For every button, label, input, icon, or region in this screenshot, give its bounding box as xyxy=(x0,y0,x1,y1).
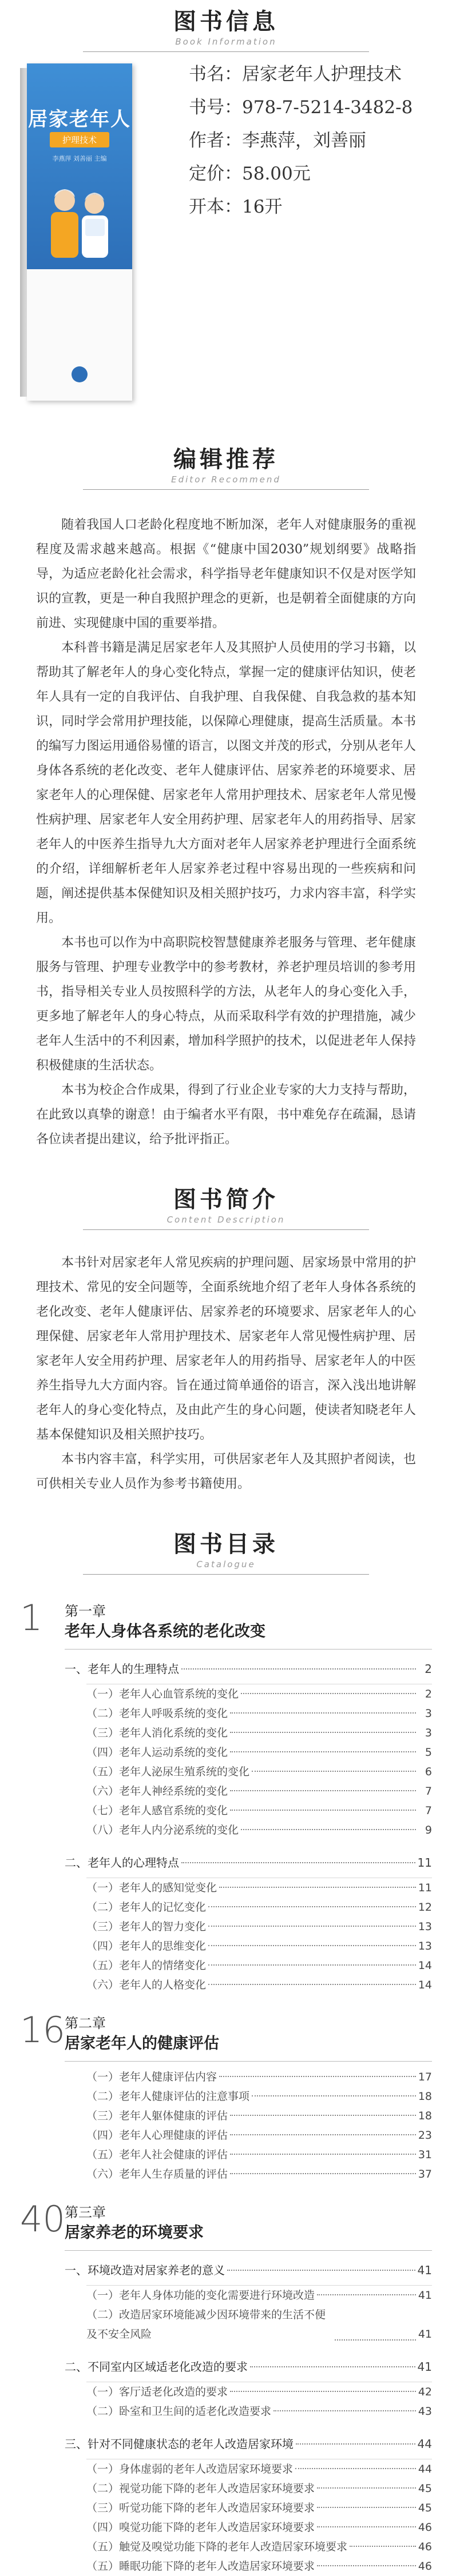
section-subtitle: Catalogue xyxy=(196,1559,256,1569)
page-number: 7 xyxy=(425,1804,432,1817)
leader-dots xyxy=(230,2154,416,2155)
toc-item-title: （一）身体虚弱的老年人改造居家环境要求 xyxy=(86,2463,294,2475)
cover-face xyxy=(27,63,132,401)
meta-label: 开本： xyxy=(189,197,242,217)
leader-dots xyxy=(208,1906,416,1907)
chapter-label: 第一章 xyxy=(65,1603,106,1619)
chapter xyxy=(20,2009,432,2184)
toc-item-title: （三）老年人消化系统的变化 xyxy=(86,1727,228,1739)
leader-dots xyxy=(241,1693,416,1694)
page-number: 42 xyxy=(418,2386,432,2398)
meta-value: 978-7-5214-3482-8 xyxy=(242,97,413,118)
toc-item[interactable] xyxy=(65,2067,432,2087)
leader-dots xyxy=(230,1810,416,1811)
section-title: 图书信息 xyxy=(173,9,279,35)
toc-item-title: （四）老年人运动系统的变化 xyxy=(86,1746,228,1759)
page-number: 41 xyxy=(417,2263,432,2277)
book-cover xyxy=(20,63,132,401)
toc-item[interactable] xyxy=(65,1801,432,1820)
section-subtitle: Book Information xyxy=(175,37,277,47)
leader-dots xyxy=(317,2526,416,2527)
chapter-start-page: 1 xyxy=(20,1597,43,1639)
toc-item[interactable] xyxy=(65,1878,432,1898)
toc-item[interactable] xyxy=(65,2382,432,2402)
page-number: 31 xyxy=(418,2148,432,2161)
toc-item-title: （二）老年人呼吸系统的变化 xyxy=(86,1707,228,1720)
toc-item[interactable] xyxy=(65,1936,432,1956)
chapter-heading xyxy=(65,1600,432,1643)
toc-item-title: （五）老年人的情绪变化 xyxy=(86,1959,207,1972)
meta-value: 李燕萍，刘善丽 xyxy=(242,130,366,151)
leader-dots xyxy=(317,2294,416,2295)
page-number: 11 xyxy=(418,1882,432,1894)
toc-item-title: （一）老年人的感知觉变化 xyxy=(86,1882,217,1894)
chapter-start-page: 16 xyxy=(20,2009,65,2051)
catalogue-header xyxy=(0,1531,452,1575)
content-header xyxy=(0,1186,452,1230)
leader-dots xyxy=(230,2134,416,2135)
toc-item-title: （三）听觉功能下降的老年人改造居家环境要求 xyxy=(86,2502,315,2514)
toc-item-title: （二）老年人健康评估的注意事项 xyxy=(86,2090,250,2103)
page-number: 44 xyxy=(417,2437,432,2451)
content-text xyxy=(36,1251,416,1496)
publisher-logo-icon xyxy=(72,366,88,382)
toc-item-title: （二）视觉功能下降的老年人改造居家环境要求 xyxy=(86,2482,315,2495)
toc-item-title: （五）睡眠功能下降的老年人改造居家环境要求 xyxy=(86,2560,315,2573)
page-number: 43 xyxy=(418,2405,432,2418)
cover-top xyxy=(27,63,132,269)
toc-section-title: 二、老年人的心理特点 xyxy=(65,1856,179,1870)
toc-item[interactable] xyxy=(65,2145,432,2164)
toc-section[interactable] xyxy=(65,2260,432,2281)
page-number: 5 xyxy=(425,1746,432,1759)
toc-section[interactable] xyxy=(65,2434,432,2454)
toc-item-title: （一）老年人心血管系统的变化 xyxy=(86,1688,239,1700)
toc-item-title: （六）老年人生存质量的评估 xyxy=(86,2168,228,2180)
toc-list xyxy=(65,2260,432,2576)
leader-dots xyxy=(252,2095,416,2096)
chapter-heading xyxy=(65,2012,432,2055)
toc-item[interactable] xyxy=(65,1684,432,1704)
toc-item[interactable] xyxy=(65,2126,432,2145)
paragraph: 本书也可以作为中高职院校智慧健康养老服务与管理、老年健康服务与管理、护理专业教学中的参考教材，养老护理员培训的参考用书，指导相关专业人员按照科学的方法，从老年人的身心变化入手，更多地了解老年人的身心特点，从而采取科学有效的护理措施，减少老年人生活中的不利因素，增加科学照护的技术，以促进老年人保持积极健康的生活状态。 xyxy=(36,936,416,1073)
page-number: 44 xyxy=(418,2463,432,2475)
paragraph: 随着我国人口老龄化程度地不断加深，老年人对健康服务的重视程度及需求越来越高。根据《“健康中国2030”规划纲要》战略指导，为适应老龄化社会需求，科学指导老年健康知识不仅是对医学知识的宣教，更是一种自我照护理念的更新，也是朝着全面健康的方向前进、实现健康中国的重要举措。 xyxy=(36,518,416,630)
page-number: 3 xyxy=(425,1727,432,1739)
leader-dots xyxy=(296,2443,415,2445)
cover-title: 居家老年人 xyxy=(28,108,131,131)
page-number: 18 xyxy=(418,2110,432,2122)
chapter-label: 第三章 xyxy=(65,2204,106,2220)
section-title: 编辑推荐 xyxy=(173,446,279,473)
leader-dots xyxy=(181,1862,415,1863)
toc-section[interactable] xyxy=(65,1852,432,1873)
meta-label: 定价： xyxy=(189,163,242,184)
page-number: 13 xyxy=(418,1920,432,1933)
chapter-start-page: 40 xyxy=(20,2198,65,2240)
page-number: 2 xyxy=(425,1662,432,1676)
chapter-divider xyxy=(65,2250,432,2251)
leader-dots xyxy=(230,2173,416,2174)
divider xyxy=(83,1229,369,1230)
toc-item[interactable] xyxy=(65,2106,432,2126)
toc-section[interactable] xyxy=(65,1659,432,1679)
elderly-couple-illustration xyxy=(41,178,118,269)
meta-label: 书号： xyxy=(189,97,242,118)
chapter-title: 居家老年人的健康评估 xyxy=(65,2035,219,2052)
meta-value: 居家老年人护理技术 xyxy=(242,64,402,85)
meta-value: 58.00元 xyxy=(242,163,311,184)
chapter xyxy=(20,1597,432,1995)
toc-item[interactable] xyxy=(65,1723,432,1743)
toc-item[interactable] xyxy=(65,1975,432,1995)
leader-dots xyxy=(317,2507,416,2508)
leader-dots xyxy=(208,1964,416,1966)
toc-item[interactable] xyxy=(65,2557,432,2576)
chapter-divider xyxy=(65,2061,432,2062)
toc-item-title: （二）卧室和卫生间的适老化改造要求 xyxy=(86,2405,272,2418)
leader-dots xyxy=(208,1945,416,1946)
leader-dots xyxy=(295,2468,416,2469)
page-number: 7 xyxy=(425,1785,432,1798)
toc-item[interactable] xyxy=(65,1956,432,1975)
toc-item[interactable] xyxy=(65,2537,432,2557)
toc-item[interactable] xyxy=(65,1917,432,1936)
page-number: 18 xyxy=(418,2090,432,2103)
meta-value: 16开 xyxy=(242,197,283,217)
catalogue-section xyxy=(0,1531,452,2576)
page-number: 46 xyxy=(418,2521,432,2534)
page-number: 41 xyxy=(417,2360,432,2374)
cover-bottom xyxy=(27,269,132,401)
toc-section-title: 一、老年人的生理特点 xyxy=(65,1662,179,1676)
toc-item-title: （三）老年人的智力变化 xyxy=(86,1920,207,1933)
divider xyxy=(83,489,369,490)
chapter-title: 老年人身体各系统的老化改变 xyxy=(65,1623,265,1640)
leader-dots xyxy=(208,1984,416,1985)
meta-format xyxy=(189,190,413,223)
cover-authors: 李燕萍 刘善丽 主编 xyxy=(52,155,107,162)
toc-item-title: （四）嗅觉功能下降的老年人改造居家环境要求 xyxy=(86,2521,315,2534)
leader-dots xyxy=(230,1712,416,1714)
toc-item-title: （二）老年人的记忆变化 xyxy=(86,1901,207,1914)
toc-item-title: （五）老年人泌尿生殖系统的变化 xyxy=(86,1766,250,1778)
toc-item-title: （六）老年人神经系统的变化 xyxy=(86,1785,228,1798)
toc-item-title: （八）老年人内分泌系统的变化 xyxy=(86,1824,239,1836)
meta-isbn xyxy=(189,91,413,124)
divider xyxy=(83,1574,369,1575)
section-subtitle: Editor Recommend xyxy=(171,474,281,485)
toc-item-title: （三）老年人躯体健康的评估 xyxy=(86,2110,228,2122)
page-number: 46 xyxy=(418,2541,432,2553)
page-number: 14 xyxy=(418,1979,432,1991)
page-number: 17 xyxy=(418,2071,432,2083)
toc-item[interactable] xyxy=(65,2286,432,2305)
leader-dots xyxy=(208,1926,416,1927)
leader-dots xyxy=(335,2339,416,2341)
toc-item-title: （五）触觉及嗅觉功能下降的老年人改造居家环境要求 xyxy=(86,2541,348,2553)
leader-dots xyxy=(250,2366,415,2367)
book-info-section xyxy=(0,0,452,434)
leader-dots xyxy=(230,1732,416,1733)
meta-label: 作者： xyxy=(189,130,242,151)
toc-item[interactable] xyxy=(65,2479,432,2498)
leader-dots xyxy=(219,1887,416,1888)
leader-dots xyxy=(350,2546,416,2547)
meta-price xyxy=(189,157,413,190)
leader-dots xyxy=(230,2115,416,2116)
toc-list xyxy=(65,1659,432,1995)
toc-item[interactable] xyxy=(65,1762,432,1782)
paragraph: 本科普书籍是满足居家老年人及其照护人员使用的学习书籍，以帮助其了解老年人的身心变化特点，掌握一定的健康评估知识，使老年人具有一定的自我评估、自我护理、自我保健、自我急救的基本知识，同时学会常用护理技能，以保障心理健康，提高生活质量。本书的编写力图运用通俗易懂的语言，以图文并茂的形式，分别从老年人身体各系统的老化改变、老年人健康评估、居家养老的环境要求、居家老年人的心理保健、居家老年人常用护理技术、居家老年人常见慢性病护理、居家老年人安全用药护理、居家老年人的用药指导、居家老年人的中医养生指导九大方面对老年人居家养老护理进行全面系统的介绍，详细解析老年人居家养老过程中容易出现的一些疾病和问题，阐述提供基本保健知识及相关照护技巧，力求内容丰富，科学实用。 xyxy=(36,641,416,925)
page-number: 23 xyxy=(418,2129,432,2142)
page-number: 12 xyxy=(418,1901,432,1914)
chapter-label: 第二章 xyxy=(65,2015,106,2031)
toc-item-title: （六）老年人的人格变化 xyxy=(86,1979,207,1991)
page-number: 41 xyxy=(418,2289,432,2302)
toc-item-title: （二）改造居家环境能减少因环境带来的生活不便及不安全风险 xyxy=(86,2309,326,2341)
toc-item[interactable] xyxy=(65,2087,432,2106)
toc-section-title: 一、环境改造对居家养老的意义 xyxy=(65,2263,225,2277)
paragraph: 本书内容丰富，科学实用，可供居家老年人及其照护者阅读，也可供相关专业人员作为参考书籍使用。 xyxy=(36,1452,416,1491)
toc-item-title: （一）客厅适老化改造的要求 xyxy=(86,2386,228,2398)
chapter-divider xyxy=(65,1649,432,1650)
page-number: 46 xyxy=(418,2560,432,2573)
leader-dots xyxy=(230,1790,416,1791)
page-number: 45 xyxy=(418,2502,432,2514)
toc-item[interactable] xyxy=(65,2305,432,2344)
toc-item-title: （一）老年人健康评估内容 xyxy=(86,2071,217,2083)
leader-dots xyxy=(230,1751,416,1752)
book-metadata xyxy=(189,58,413,223)
toc-item[interactable] xyxy=(65,1782,432,1801)
leader-dots xyxy=(227,2270,415,2271)
leader-dots xyxy=(317,2487,416,2489)
book-info-header xyxy=(0,0,452,52)
page-number: 37 xyxy=(418,2168,432,2180)
chapter-heading xyxy=(65,2201,432,2244)
cover-subtitle: 护理技术 xyxy=(50,132,109,147)
paragraph: 本书为校企合作成果，得到了行业企业专家的大力支持与帮助，在此致以真挚的谢意！由于编者水平有限，书中难免存在疏漏，恳请各位读者提出建议，给予批评指正。 xyxy=(36,1083,416,1147)
page-number: 45 xyxy=(418,2482,432,2495)
content-description-section xyxy=(0,1186,452,1496)
leader-dots xyxy=(273,2410,416,2411)
editor-text xyxy=(36,513,416,1152)
toc-item-title: （五）老年人社会健康的评估 xyxy=(86,2148,228,2161)
chapter-title: 居家养老的环境要求 xyxy=(65,2224,204,2242)
toc-item[interactable] xyxy=(65,2518,432,2537)
leader-dots xyxy=(219,2076,416,2077)
page-number: 3 xyxy=(425,1707,432,1720)
toc-section-title: 二、不同室内区域适老化改造的要求 xyxy=(65,2360,248,2374)
section-title: 图书简介 xyxy=(173,1187,279,1213)
toc-item[interactable] xyxy=(65,2498,432,2518)
toc-item[interactable] xyxy=(65,1898,432,1917)
book-info-body xyxy=(0,52,452,406)
leader-dots xyxy=(241,1829,416,1830)
paragraph: 本书针对居家老年人常见疾病的护理问题、居家场景中常用的护理技术、常见的安全问题等，全面系统地介绍了老年人身体各系统的老化改变、老年人健康评估、居家养老的环境要求、居家老年人的心理保健、居家老年人常用护理技术、居家老年人常见慢性病护理、居家老年人安全用药护理、居家老年人的用药指导、居家老年人的中医养生指导九大方面内容。旨在通过简单通俗的语言，深入浅出地讲解老年人的身心变化特点，及由此产生的身心问题，使读者知晓老年人基本保健知识及相关照护技巧。 xyxy=(36,1256,416,1442)
page-number: 11 xyxy=(417,1856,432,1870)
section-title: 图书目录 xyxy=(173,1531,279,1557)
toc-section[interactable] xyxy=(65,2357,432,2377)
toc-item-title: （七）老年人感官系统的变化 xyxy=(86,1804,228,1817)
leader-dots xyxy=(317,2565,416,2566)
toc-item-title: （四）老年人的思维变化 xyxy=(86,1940,207,1952)
toc-item[interactable] xyxy=(65,1743,432,1762)
page-number: 41 xyxy=(418,2328,432,2341)
toc-section-title: 三、针对不同健康状态的老年人改造居家环境 xyxy=(65,2437,294,2451)
leader-dots xyxy=(252,1771,416,1772)
toc-item-title: （四）老年人心理健康的评估 xyxy=(86,2129,228,2142)
leader-dots xyxy=(230,2391,416,2392)
leader-dots xyxy=(181,1668,416,1670)
meta-author xyxy=(189,124,413,157)
toc-list xyxy=(65,2067,432,2184)
toc-item[interactable] xyxy=(65,2459,432,2479)
editor-recommend-section xyxy=(0,446,452,1152)
toc-item[interactable] xyxy=(65,1820,432,1840)
editor-header xyxy=(0,446,452,490)
page-number: 13 xyxy=(418,1940,432,1952)
toc-item[interactable] xyxy=(65,1704,432,1723)
chapter xyxy=(20,2198,432,2576)
toc-item[interactable] xyxy=(65,2164,432,2184)
toc-item[interactable] xyxy=(65,2402,432,2421)
meta-title xyxy=(189,58,413,91)
meta-label: 书名： xyxy=(189,64,242,85)
page-number: 2 xyxy=(425,1688,432,1700)
page-number: 6 xyxy=(425,1766,432,1778)
page-number: 9 xyxy=(425,1824,432,1836)
toc-item-title: （一）老年人身体功能的变化需要进行环境改造 xyxy=(86,2289,315,2302)
section-subtitle: Content Description xyxy=(166,1215,286,1225)
page-number: 14 xyxy=(418,1959,432,1972)
